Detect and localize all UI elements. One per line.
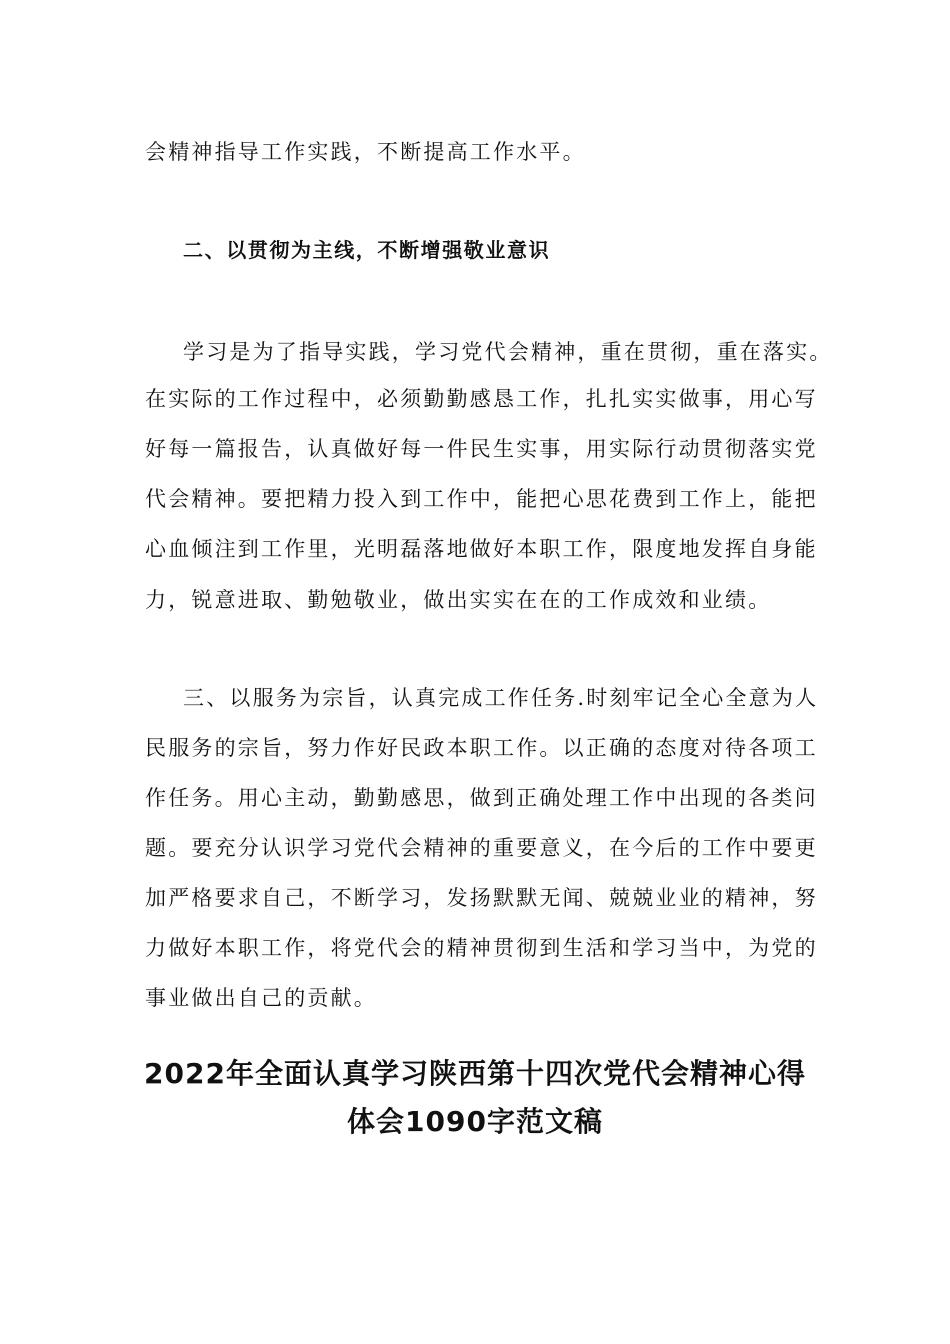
paragraph-line: 力，锐意进取、勤勉敬业，做出实实在在的工作成效和业绩。 (145, 588, 772, 612)
paragraph-line: 加严格要求自己，不断学习，发扬默默无闻、兢兢业业的精神，努 (145, 886, 818, 910)
paragraph-line: 民服务的宗旨，努力作好民政本职工作。以正确的态度对待各项工 (145, 736, 818, 760)
paragraph-line: 代会精神。要把精力投入到工作中，能把心思花费到工作上，能把 (145, 487, 818, 511)
paragraph-line: 好每一篇报告，认真做好每一件民生实事，用实际行动贯彻落实党 (145, 437, 818, 461)
paragraph-line: 心血倾注到工作里，光明磊落地做好本职工作，限度地发挥自身能 (145, 537, 818, 561)
paragraph-line: 会精神指导工作实践，不断提高工作水平。 (145, 140, 586, 164)
section-heading: 二、以贯彻为主线，不断增强敬业意识 (183, 238, 551, 262)
paragraph-line: 在实际的工作过程中，必须勤勤感恳工作，扎扎实实做事，用心写 (145, 387, 818, 411)
paragraph-line: 三、以服务为宗旨，认真完成工作任务.时刻牢记全心全意为人 (183, 686, 819, 710)
paragraph-line: 题。要充分认识学习党代会精神的重要意义，在今后的工作中要更 (145, 836, 818, 860)
paragraph-line: 作任务。用心主动，勤勤感思，做到正确处理工作中出现的各类问 (145, 786, 818, 810)
paragraph-line: 力做好本职工作，将党代会的精神贯彻到生活和学习当中，为党的 (145, 936, 818, 960)
paragraph-line: 学习是为了指导实践，学习党代会精神，重在贯彻，重在落实。 (183, 340, 833, 364)
document-title-line-2: 体会1090字范文稿 (347, 1105, 603, 1138)
paragraph-line: 事业做出自己的贡献。 (145, 986, 377, 1010)
document-title-line-1: 2022年全面认真学习陕西第十四次党代会精神心得 (144, 1057, 806, 1090)
